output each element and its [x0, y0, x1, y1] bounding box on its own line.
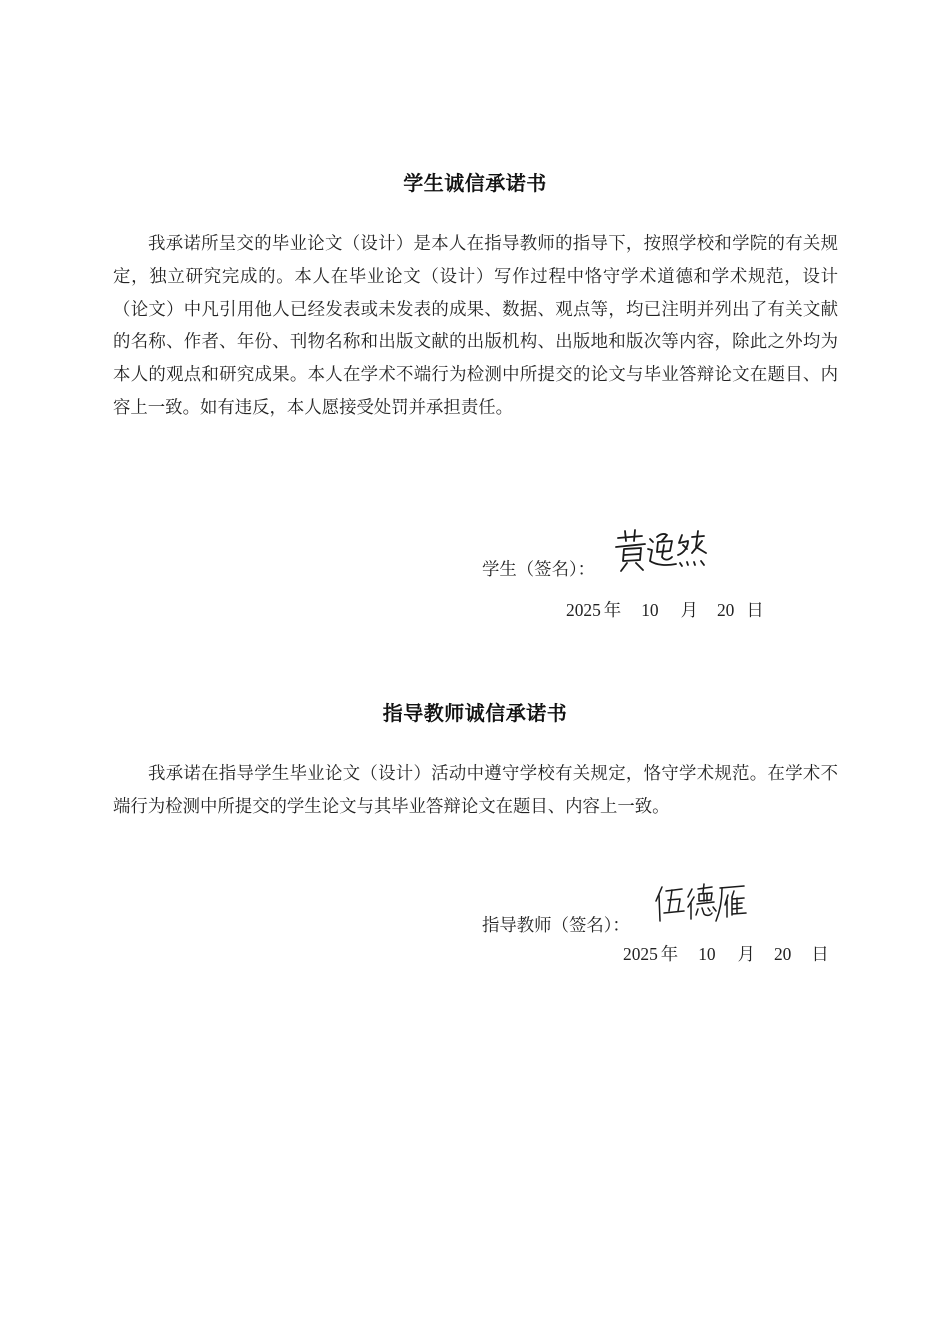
date-year-unit: 年 [603, 600, 622, 620]
date-year: 2025 [566, 600, 601, 620]
date-day: 20 [773, 944, 792, 964]
date-month: 10 [698, 944, 716, 964]
student-commitment-body: 我承诺所呈交的毕业论文（设计）是本人在指导教师的指导下，按照学校和学院的有关规定，独立研究完成的。本人在毕业论文（设计）写作过程中恪守学术道德和学术规范，设计（论文）中凡引用他人已经发表或未发表的成果、数据、观点等，均已注明并列出了有关文献的名称、作者、年份、刊物名称和出版文献的出版机构、出版地和版次等内容，除此之外均为本人的观点和研究成果。本人在学术不端行为检测中所提交的论文与毕业答辩论文在题目、内容上一致。如有违反，本人愿接受处罚并承担责任。 [113, 234, 838, 418]
date-day-unit: 日 [811, 944, 829, 964]
date-day: 20 [716, 600, 735, 620]
advisor-commitment-title: 指导教师诚信承诺书 [382, 701, 568, 725]
student-handwritten-signature [612, 527, 712, 575]
advisor-handwritten-signature [652, 881, 748, 929]
date-month: 10 [641, 600, 659, 620]
date-year: 2025 [623, 944, 658, 964]
date-month-unit: 月 [680, 600, 698, 620]
date-month-unit: 月 [737, 944, 755, 964]
advisor-signature-label: 指导教师（签名）： [482, 916, 630, 936]
date-year-unit: 年 [660, 944, 679, 964]
advisor-signature-date [623, 940, 829, 965]
date-day-unit: 日 [746, 600, 764, 620]
advisor-commitment-body: 我承诺在指导学生毕业论文（设计）活动中遵守学校有关规定，恪守学术规范。在学术不端行为检测中所提交的学生论文与其毕业答辩论文在题目、内容上一致。 [113, 764, 838, 817]
student-signature-label: 学生（签名）： [482, 560, 596, 580]
student-signature-date [566, 596, 764, 621]
student-commitment-title: 学生诚信承诺书 [403, 171, 547, 195]
